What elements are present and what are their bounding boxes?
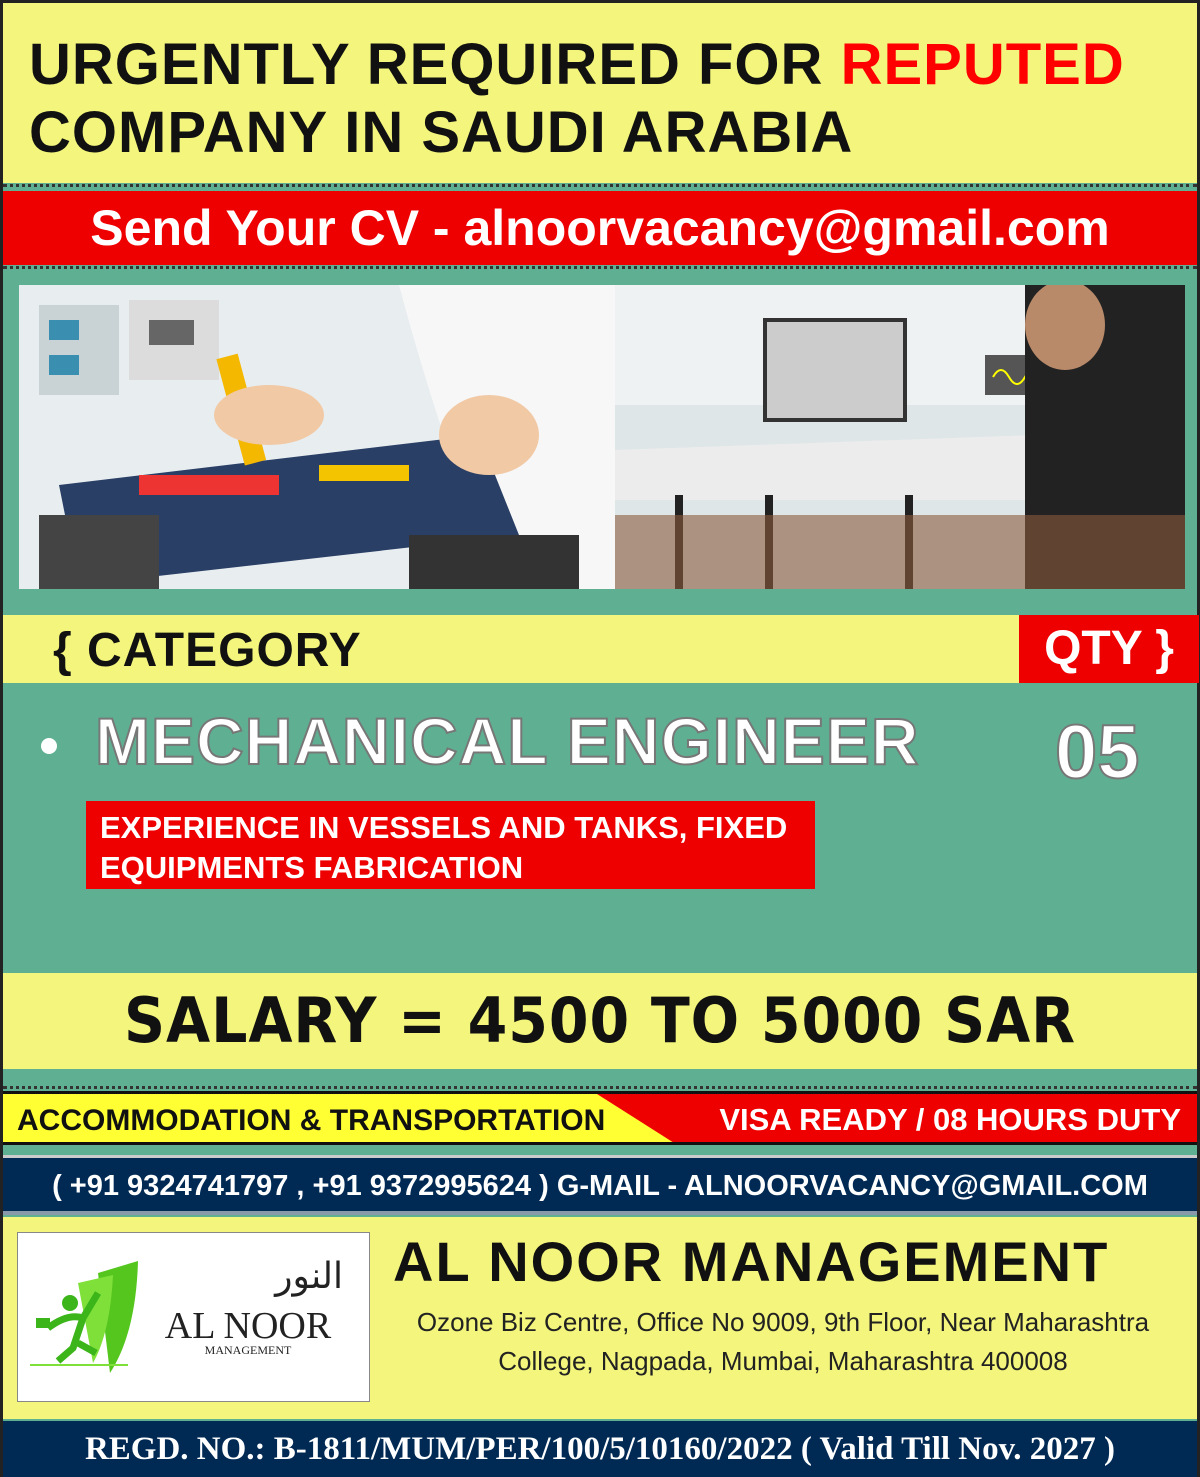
table-header: [3, 615, 1197, 683]
logo-sub: MANAGEMENT: [204, 1343, 292, 1357]
bullet-icon: [41, 738, 57, 754]
requirement-line1: EXPERIENCE IN VESSELS AND TANKS, FIXED: [100, 810, 788, 845]
logo-name: AL NOOR: [164, 1305, 332, 1347]
registration-number: REGD. NO.: B-1811/MUM/PER/100/5/10160/2022 ( Valid Till Nov. 2027 ): [3, 1421, 1197, 1477]
qty-header: QTY }: [1019, 615, 1199, 683]
address-line1: Ozone Biz Centre, Office No 9009, 9th Floor, Near Maharashtra: [416, 1307, 1150, 1337]
headline: [3, 3, 1197, 183]
salary-text: SALARY = 4500 TO 5000 SAR: [124, 984, 1076, 1057]
job-title: MECHANICAL ENGINEER: [95, 704, 920, 778]
job-qty: 05: [1055, 710, 1140, 795]
headline-highlight: REPUTED: [840, 32, 1125, 97]
cv-banner: Send Your CV - alnoorvacancy@gmail.com: [3, 191, 1197, 265]
divider: [3, 184, 1197, 188]
address-line2: College, Nagpada, Mumbai, Maharashtra 400008: [498, 1346, 1068, 1376]
workshop-photo: [615, 285, 1185, 589]
job-requirement: [86, 801, 815, 889]
perks-accommodation: ACCOMMODATION & TRANSPORTATION: [17, 1104, 606, 1137]
headline-line2: COMPANY IN SAUDI ARABIA: [29, 100, 854, 165]
electronics-photo: [19, 285, 615, 589]
company-name: AL NOOR MANAGEMENT: [393, 1230, 1110, 1293]
company-logo: [17, 1232, 370, 1402]
requirement-line2: EQUIPMENTS FABRICATION: [100, 850, 524, 885]
perks-band: [3, 1091, 1197, 1145]
divider: [3, 1086, 1197, 1090]
contact-bar: ( +91 9324741797 , +91 9372995624 ) G-MAIL - ALNOORVACANCY@GMAIL.COM: [3, 1155, 1197, 1215]
headline-line1: URGENTLY REQUIRED FOR: [29, 32, 824, 97]
category-header: { CATEGORY: [53, 624, 362, 677]
perks-visa: VISA READY / 08 HOURS DUTY: [719, 1102, 1181, 1137]
divider: [3, 266, 1197, 270]
logo-arabic: النور: [275, 1256, 343, 1297]
company-address: [383, 1303, 1183, 1381]
